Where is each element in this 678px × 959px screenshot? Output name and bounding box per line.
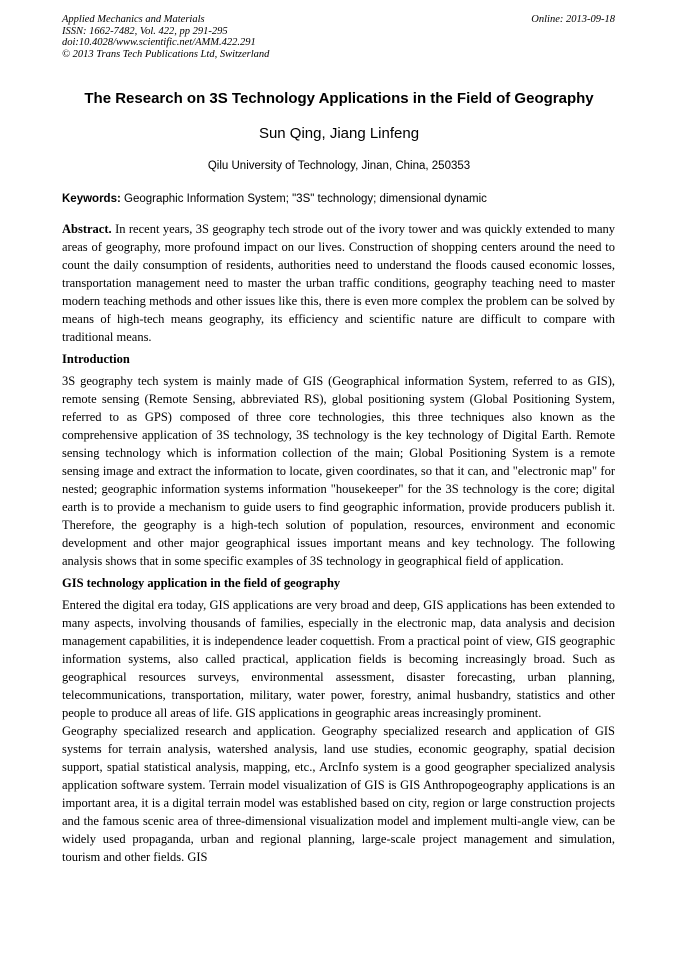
journal-name: Applied Mechanics and Materials: [62, 14, 205, 25]
author-affiliation: Qilu University of Technology, Jinan, China, 250353: [207, 160, 471, 172]
keywords: [62, 193, 622, 205]
copyright-line: © 2013 Trans Tech Publications Ltd, Switzerland: [62, 48, 270, 60]
abstract: [62, 220, 615, 346]
doi-line: doi:10.4028/www.scientific.net/AMM.422.291: [62, 37, 256, 49]
introduction-paragraph: 3S geography tech system is mainly made of GIS (Geographical information System, referred to as GIS), remote sensing (Remote Sensing, abbreviated RS), global positioning system (Global Positioning System, referred to as GPS) composed of three core technologies, this three techniques also known as the comprehensive application of 3S technology, 3S technology is the key technology of Digital Earth. Remote sensing technology which is information collection of the main; Global Positioning System is a remote sensing image and extract the information to locate, given coordinates, so that it can, and "electronic map" for nested; geographic information systems information "housekeeper" for the 3S technology is the core; digital earth is to provide a mechanism to guide users to find geographic information, provide producers publish it. Therefore, the geography is a high-tech solution of population, resources, environment and economic development and other major geographical issues important means and key technology. The following analysis shows that in some specific examples of 3S technology in geographical field of application.: [62, 374, 615, 568]
gis-section-heading: GIS technology application in the field of geography: [62, 576, 341, 590]
gis-paragraph-2: Geography specialized research and application. Geography specialized research and application of GIS systems for terrain analysis, watershed analysis, land use studies, economic geography, spatial decision support, spatial statistical analysis, mapping, etc., ArcInfo system is a good geographer specialized analysis application software system. Terrain model visualization of GIS is GIS Anthropogeography applications is an important area, it is a digital terrain model was established based on city, region or large construction projects and the famous scenic area of three-dimensional visualization model and implement multi-angle view, can be widely used propaganda, urban and regional planning, large-scale project management and simulation, tourism and other fields. GIS: [62, 724, 615, 864]
introduction-heading: Introduction: [62, 352, 130, 366]
keywords-label: Keywords:: [62, 193, 121, 205]
keywords-text: Geographic Information System; "3S" technology; dimensional dynamic: [124, 193, 487, 205]
online-date: Online: 2013-09-18: [531, 14, 615, 25]
paper-authors: Sun Qing, Jiang Linfeng: [258, 125, 420, 142]
paper-title: The Research on 3S Technology Applications in the Field of Geography: [84, 90, 594, 107]
paper-body: [62, 220, 615, 866]
abstract-label: Abstract.: [62, 222, 112, 236]
abstract-text: In recent years, 3S geography tech strode out of the ivory tower and was quickly extended to many areas of geography, more profound impact on our lives. Construction of shopping centers around the need to count the daily consumption of residents, authorities need to understand the floods caused economic losses, transportation management need to master the urban traffic conditions, geography teaching need to master modern teaching methods and other issues like this, there is even more complex the problem can be solved by means of high-tech means geography, its efficiency and scientific nature are difficult to compare with traditional means.: [62, 222, 615, 344]
gis-paragraph-1: Entered the digital era today, GIS applications are very broad and deep, GIS applications has been extended to many aspects, involving thousands of families, especially in the electronic map, data analysis and decision management capabilities, it is independence leader coquettish. From a practical point of view, GIS geographic information systems, also called practical, application fields is becoming increasingly broad. Such as geographical resources surveys, environmental assessment, disaster forecasting, urban planning, telecommunications, transportation, military, water power, forestry, animal husbandry, statistics and other people to produce all areas of life. GIS applications in geographic areas increasingly prominent.: [62, 598, 615, 720]
journal-header: [62, 14, 615, 60]
issn-line: ISSN: 1662-7482, Vol. 422, pp 291-295: [62, 25, 228, 37]
